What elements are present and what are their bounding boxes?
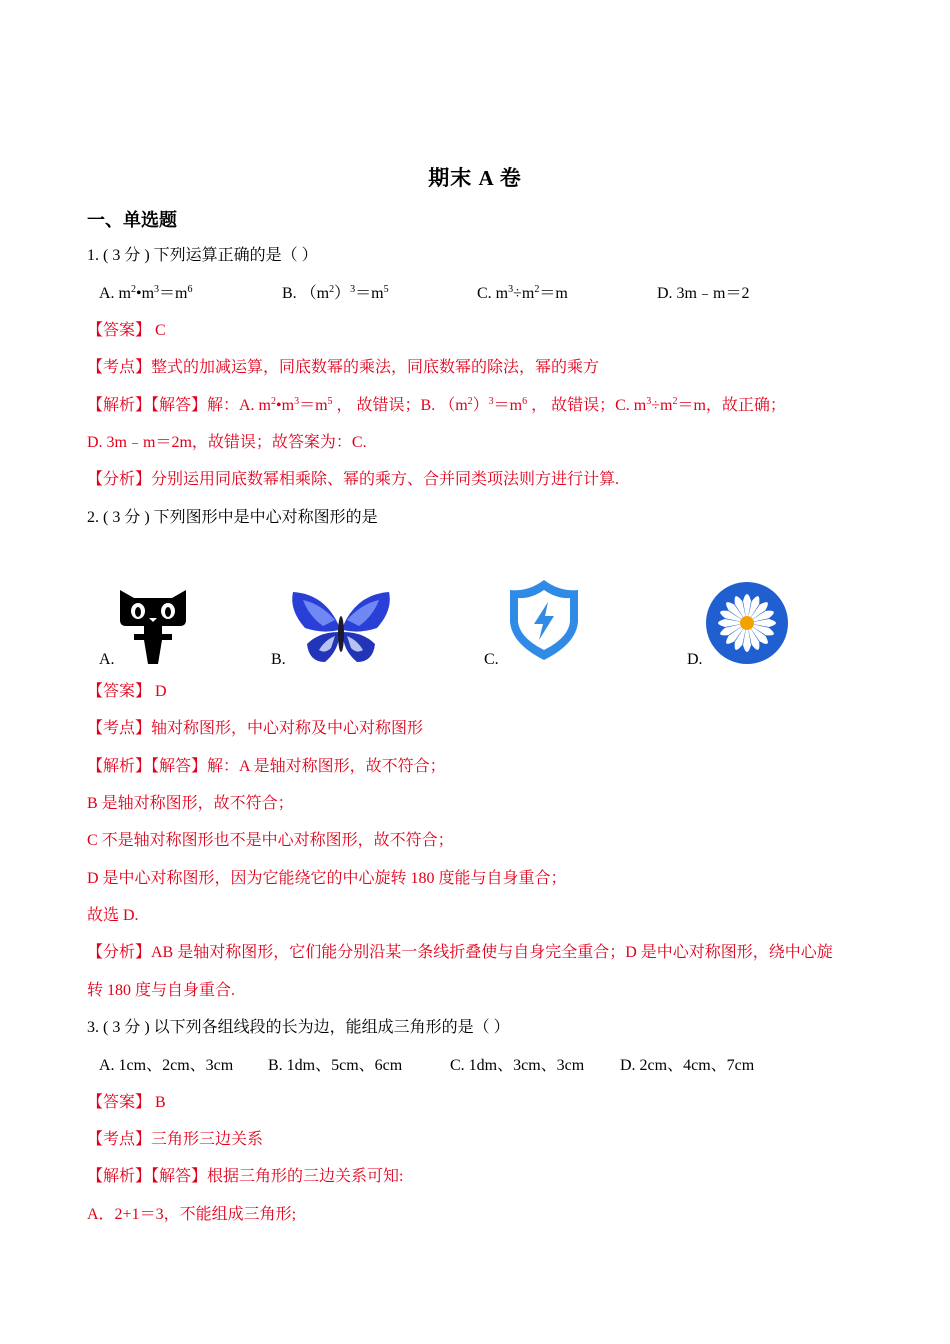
q1-stem: 1. ( 3 分 ) 下列运算正确的是（ ） xyxy=(87,247,318,264)
page-title: 期末 A 卷 xyxy=(428,166,522,190)
q3-option-d: D. 2cm、4cm、7cm xyxy=(620,1057,755,1074)
figure-c-shield-icon xyxy=(508,578,580,662)
q2-fenxi-line2: 转 180 度与自身重合. xyxy=(87,982,236,999)
q2-jiexi-line1: 【解析】【解答】解：A 是轴对称图形，故不符合； xyxy=(87,758,446,775)
q2-fenxi-line1: 【分析】AB 是轴对称图形，它们能分别沿某一条线折叠使与自身完全重合；D 是中心对称图形，绕中心旋 xyxy=(87,944,833,961)
q3-stem: 3. ( 3 分 ) 以下列各组线段的长为边，能组成三角形的是（ ） xyxy=(87,1019,510,1036)
q2-jiexi-line4: D 是中心对称图形，因为它能绕它的中心旋转 180 度能与自身重合； xyxy=(87,870,567,887)
q3-option-c: C. 1dm、3cm、3cm xyxy=(450,1057,585,1074)
q3-jiexi-line1: 【解析】【解答】根据三角形的三边关系可知: xyxy=(87,1168,404,1185)
figure-c-label: C. xyxy=(484,651,499,668)
q1-fenxi: 【分析】分别运用同底数幂相乘除、幂的乘方、合并同类项法则方进行计算. xyxy=(87,471,620,488)
figure-d-label: D. xyxy=(687,651,703,668)
q1-option-c: C. $m^3\div m^2=m$ xyxy=(477,284,568,302)
q1-option-b: B. $(m^2)^3=m^5$ xyxy=(282,284,389,302)
q3-answer: 【答案】 B xyxy=(87,1094,166,1111)
q1-option-a: A. $m^2•m^3=m^6$ xyxy=(99,284,193,302)
q3-option-a: A. 1cm、2cm、3cm xyxy=(99,1057,234,1074)
q1-answer: 【答案】 C xyxy=(87,322,166,339)
figure-d-flower-icon xyxy=(705,581,789,665)
figure-a-cat-icon xyxy=(116,586,190,666)
figure-a-label: A. xyxy=(99,651,115,668)
figure-b-label: B. xyxy=(271,651,286,668)
q2-jiexi-line3: C 不是轴对称图形也不是中心对称图形，故不符合； xyxy=(87,832,454,849)
q2-kaodian: 【考点】轴对称图形，中心对称及中心对称图形 xyxy=(87,720,424,737)
section-heading: 一、单选题 xyxy=(87,210,177,230)
q3-option-b: B. 1dm、5cm、6cm xyxy=(268,1057,403,1074)
q1-jiexi-line1: 【解析】【解答】解：A. $m^2•m^3=m^5$ ， 故错误；B. $(m^2)^3=m^6$ ， 故错误；C. $m^3\div m^2=m$，故正确； xyxy=(87,396,786,414)
q3-jiexi-line2: A．2+1＝3，不能组成三角形; xyxy=(87,1206,297,1223)
q2-answer: 【答案】 D xyxy=(87,683,167,700)
q2-stem: 2. ( 3 分 ) 下列图形中是中心对称图形的是 xyxy=(87,509,378,526)
q1-jiexi-line2: D. 3m﹣m＝2m，故错误；故答案为：C. xyxy=(87,434,367,451)
q2-jiexi-line5: 故选 D. xyxy=(87,907,139,924)
q2-jiexi-line2: B 是轴对称图形，故不符合； xyxy=(87,795,294,812)
q1-kaodian: 【考点】整式的加减运算，同底数幂的乘法，同底数幂的除法，幂的乘方 xyxy=(87,359,600,376)
figure-b-butterfly-icon xyxy=(289,590,393,666)
q1-option-d: D. 3m﹣m＝2 xyxy=(657,285,750,302)
q3-kaodian: 【考点】三角形三边关系 xyxy=(87,1131,264,1148)
